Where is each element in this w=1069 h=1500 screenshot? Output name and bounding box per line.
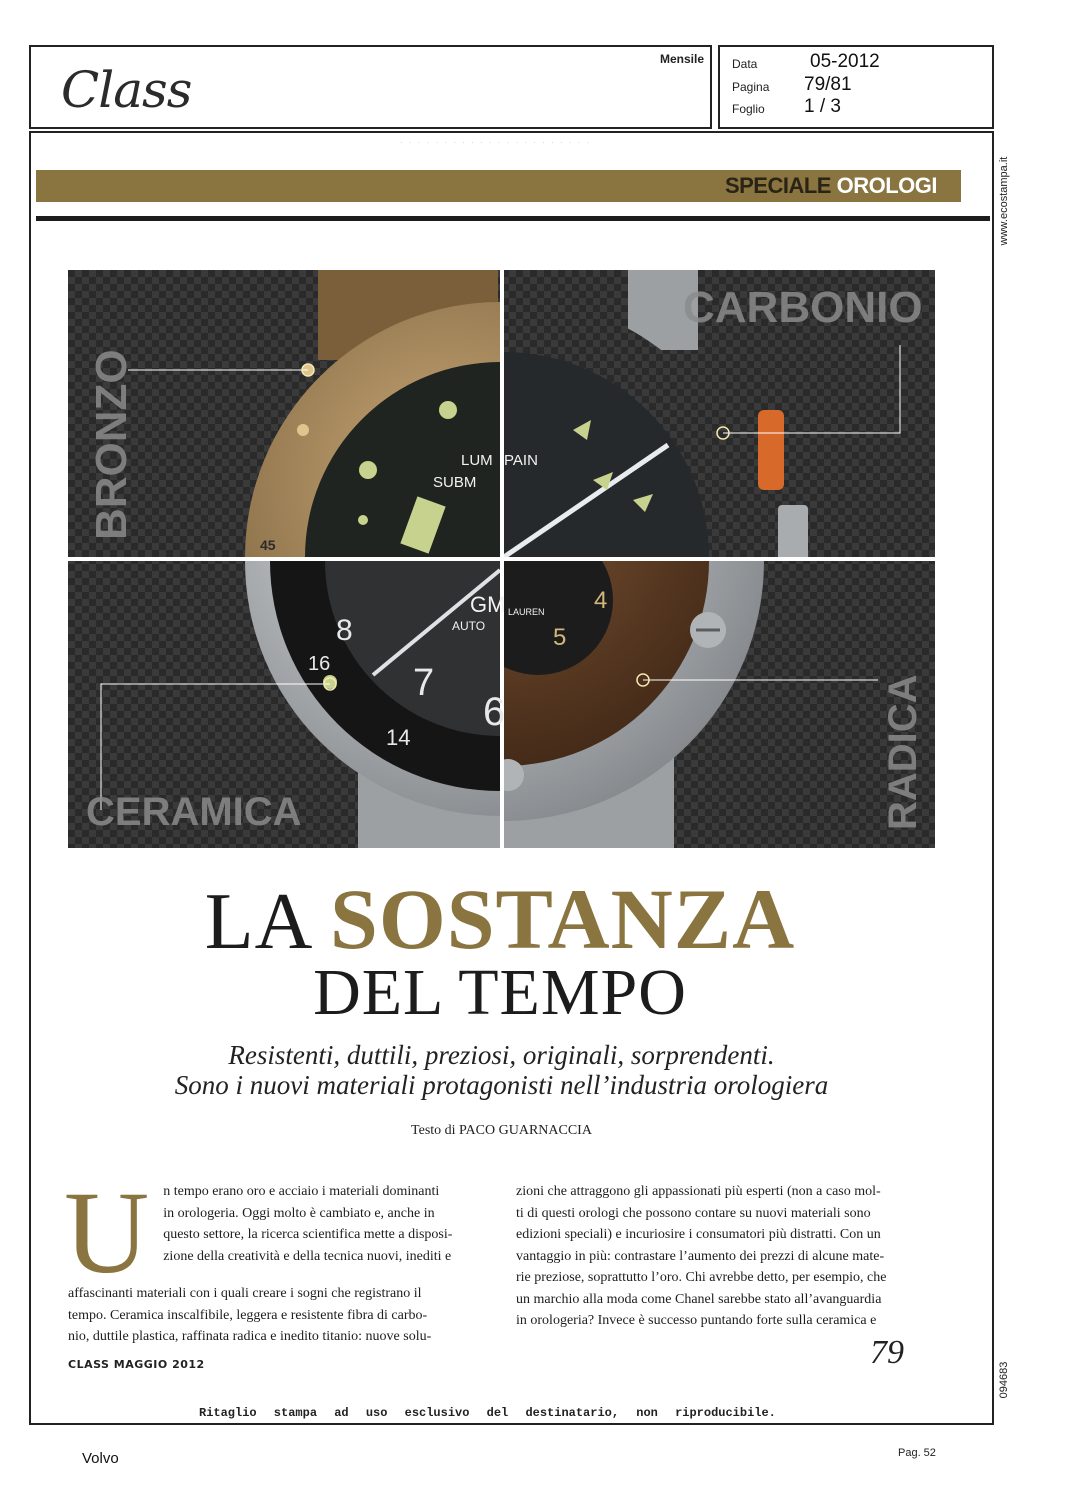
- dial-text-8: 8: [336, 614, 353, 647]
- dial-text-lauren: LAUREN: [508, 607, 545, 617]
- dek-line2: Sono i nuovi materiali protagonisti nell’industria orologiera: [174, 1070, 829, 1100]
- body-line: questo settore, la ricerca scientifica mette a disposi-: [163, 1227, 453, 1242]
- dial-text-7: 7: [413, 662, 435, 704]
- body-line: edizioni speciali) e incuriosire i consumatori più distratti. Con un: [516, 1227, 881, 1242]
- body-line: zione della creatività e della tecnica nuovi, inediti e: [163, 1248, 452, 1264]
- dial-text-6: 6: [483, 690, 506, 734]
- meta-data-row: [732, 51, 880, 72]
- client-name: Volvo: [82, 1450, 119, 1467]
- page-ref: Pag. 52: [898, 1447, 936, 1459]
- periodicity-label: Mensile: [659, 52, 704, 66]
- body-line: tempo. Ceramica inscalfibile, leggera e resistente fibra di carbo-: [68, 1307, 428, 1323]
- body-line: un marchio alla moda come Chanel sarebbe stato all’avanguardia: [516, 1291, 882, 1307]
- meta-data-value: 05-2012: [810, 51, 880, 72]
- body-column-1: [64, 1167, 492, 1348]
- body-line: rie preziose, soprattutto l’oro. Chi avrebbe detto, per esempio, che: [516, 1270, 887, 1285]
- body-line: nio, duttile plastica, raffinata radica e inedito titanio: nuove solu-: [68, 1329, 432, 1344]
- watch-photo: [68, 270, 935, 848]
- section-title: [725, 173, 937, 199]
- body-column-2: [516, 1181, 937, 1332]
- body-line: n tempo erano oro e acciaio i materiali dominanti: [163, 1184, 440, 1199]
- body-line: ti di questi orologi che possono contare su nuovi materiali sono: [516, 1205, 871, 1221]
- dek-line1: Resistenti, duttili, preziosi, originali, sorprendenti.: [228, 1040, 775, 1070]
- meta-data-label: Data: [732, 57, 758, 71]
- byline: Testo di PACO GUARNACCIA: [411, 1123, 592, 1138]
- section-rule: [36, 216, 990, 221]
- meta-foglio-row: [732, 96, 841, 117]
- dial-text-5: 5: [553, 624, 567, 651]
- side-code: 094683: [998, 1361, 1010, 1399]
- meta-pagina-label: Pagina: [732, 80, 770, 94]
- label-ceramica: CERAMICA: [86, 790, 302, 834]
- drop-cap: U: [64, 1167, 150, 1298]
- dial-text-lum: LUM: [461, 452, 493, 469]
- dial-text-pain: PAIN: [504, 452, 538, 469]
- dial-text-auto: AUTO: [452, 619, 486, 633]
- dial-text-4: 4: [594, 587, 608, 614]
- dial-text-gm: GM: [470, 592, 506, 617]
- headline-sostanza: SOSTANZA: [330, 871, 796, 967]
- body-line: in orologeria? Invece è successo puntando forte sulla ceramica e: [516, 1313, 877, 1328]
- publication-logo: Class: [61, 61, 192, 119]
- disclaimer: Ritaglio stampa ad uso esclusivo del destinatario, non riproducibile.: [199, 1406, 776, 1420]
- body-line: affascinanti materiali con i quali creare i sogni che registrano il: [68, 1286, 422, 1301]
- dial-text-45: 45: [260, 537, 276, 553]
- section-word-orologi: OROLOGI: [836, 173, 937, 198]
- meta-pagina-row: [732, 74, 852, 95]
- side-url: www.ecostampa.it: [998, 156, 1010, 246]
- issue-footer: CLASS MAGGIO 2012: [68, 1358, 205, 1371]
- page-number: 79: [870, 1334, 904, 1371]
- faint-bleed-text: · · · · · · · · · · · · · · · · · · · · · ·: [400, 138, 592, 147]
- header-left-box: [29, 45, 712, 129]
- dial-text-subm: SUBM: [433, 474, 477, 491]
- meta-foglio-value: 1 / 3: [804, 96, 841, 117]
- header-meta-box: [718, 45, 994, 129]
- section-word-speciale: SPECIALE: [724, 173, 831, 198]
- dek: [0, 1040, 1003, 1100]
- meta-foglio-label: Foglio: [732, 102, 765, 116]
- headline-line2: DEL TEMPO: [313, 956, 687, 1029]
- body-line: zioni che attraggono gli appassionati più esperti (non a caso mol-: [516, 1184, 881, 1199]
- label-carbonio: CARBONIO: [683, 283, 923, 332]
- body-line: vantaggio in più: contrastare l’aumento dei prezzi di alcune mate-: [516, 1248, 885, 1264]
- dial-text-14: 14: [386, 725, 411, 750]
- label-radica: RADICA: [881, 674, 925, 830]
- photo-divider-horizontal: [68, 557, 935, 561]
- meta-pagina-value: 79/81: [804, 74, 852, 95]
- section-banner: [36, 170, 961, 202]
- headline-la: LA: [204, 878, 309, 966]
- watch-illustration: [68, 270, 935, 848]
- headline-line1: [0, 871, 1000, 967]
- dial-text-16: 16: [308, 653, 331, 675]
- label-bronzo: BRONZO: [87, 349, 136, 540]
- body-line: in orologeria. Oggi molto è cambiato e, anche in: [163, 1205, 435, 1221]
